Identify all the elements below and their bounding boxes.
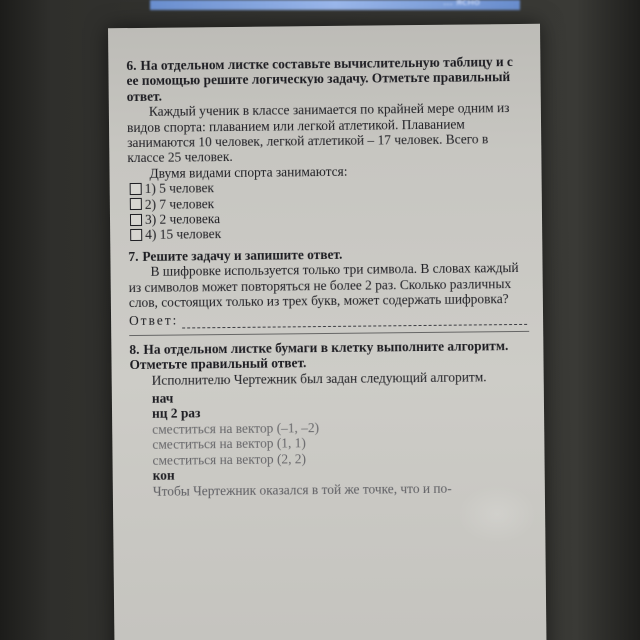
algorithm-start: нач — [151, 390, 174, 406]
algorithm-step-3: сместиться на вектор (2, 2) — [152, 450, 307, 468]
section-divider — [129, 331, 529, 336]
answer-checkbox[interactable] — [130, 229, 142, 241]
task-8 — [129, 338, 531, 499]
task-7-body: В шифровке используется только три символа. В словах каждый из символов может повторяться не более 2 раз. Сколько различных слов, состоящих только из трех букв, может содержать шифровка? — [128, 260, 519, 311]
task-8-number: 8. — [129, 341, 140, 357]
task-8-body: Исполнителю Чертежник был задан следующий алгоритм. — [151, 368, 487, 388]
task-6-option-4[interactable] — [130, 223, 528, 243]
task-6-number: 6. — [126, 57, 137, 74]
task-7-answer-row — [129, 309, 529, 329]
task-7 — [128, 245, 529, 329]
task-6-header-text: На отдельном листке составьте вычислительную таблицу и с ее помощью решите логическую задачу. Отметьте правильный ответ. — [126, 54, 513, 104]
task-6-option-3-label: 3) 2 человека — [144, 211, 221, 227]
task-6-option-1-label: 1) 5 человек — [144, 180, 215, 197]
answer-checkbox[interactable] — [130, 183, 142, 195]
task-7-number: 7. — [128, 248, 139, 264]
algorithm-end: кон — [152, 467, 175, 483]
task-6-header — [126, 54, 526, 104]
task-6-option-4-label: 4) 15 человек — [145, 226, 222, 243]
task-7-header-text: Решите задачу и запишите ответ. — [142, 246, 343, 264]
task-6-option-2-label: 2) 7 человек — [144, 195, 215, 212]
task-6-body: Каждый ученик в классе занимается по крайней мере одним из видов спорта: плаванием или легкой атлетикой. Плаванием занимаются 10 человек, легкой атлетикой – 17 человек. Всего в классе 25 человек. — [126, 100, 510, 166]
answer-checkbox[interactable] — [130, 198, 142, 210]
page-content — [126, 54, 531, 505]
algorithm-loop: нц 2 раз — [151, 405, 201, 422]
task-8-header-text: На отдельном листке бумаги в клетку выполните алгоритм. Отметьте правильный ответ. — [129, 337, 509, 373]
background-screen-text: ... ясно — [443, 0, 480, 8]
task-7-answer-label: Ответ: — [128, 312, 179, 329]
task-6 — [126, 54, 528, 243]
task-8-algorithm — [130, 387, 531, 484]
task-6-options — [130, 177, 529, 243]
task-8-tail: Чтобы Чертежник оказался в той же точке, что и по- — [152, 480, 452, 499]
task-8-header — [129, 338, 529, 373]
background-screen-strip — [150, 0, 520, 10]
textbook-page — [108, 24, 547, 640]
answer-checkbox[interactable] — [130, 214, 142, 226]
algorithm-step-1: сместиться на вектор (–1, –2) — [152, 419, 320, 437]
task-7-answer-field[interactable] — [182, 312, 527, 329]
task-6-question: Двумя видами спорта занимаются: — [149, 163, 348, 181]
algorithm-step-2: сместиться на вектор (1, 1) — [152, 435, 306, 453]
